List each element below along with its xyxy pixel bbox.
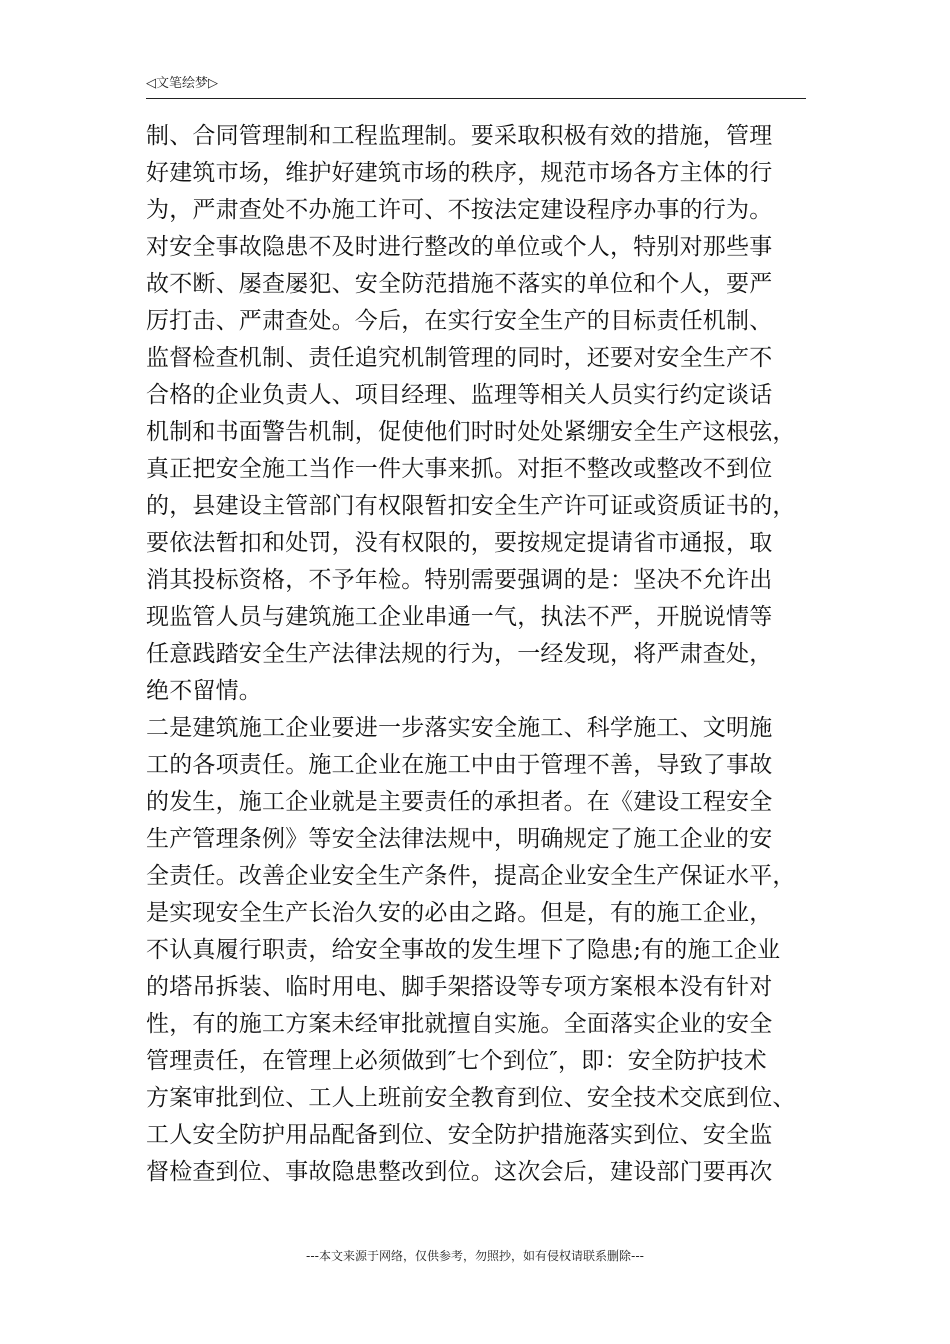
text-line: 绝不留情。 bbox=[146, 678, 262, 704]
page-header bbox=[146, 76, 806, 99]
text-line: 是实现安全生产长治久安的必由之路。但是，有的施工企业， bbox=[146, 900, 773, 926]
text-line: 全责任。改善企业安全生产条件，提高企业安全生产保证水平， bbox=[146, 863, 796, 889]
text-line: 方案审批到位、工人上班前安全教育到位、安全技术交底到位、 bbox=[146, 1085, 796, 1111]
text-line: 的，县建设主管部门有权限暂扣安全生产许可证或资质证书的， bbox=[146, 493, 796, 519]
page-footer: ---本文来源于网络，仅供参考，勿照抄，如有侵权请联系删除--- bbox=[306, 1249, 644, 1263]
text-line: 监督检查机制、责任追究机制管理的同时，还要对安全生产不 bbox=[146, 345, 773, 371]
text-line: 现监管人员与建筑施工企业串通一气，执法不严，开脱说情等 bbox=[146, 604, 773, 630]
text-line: 真正把安全施工当作一件大事来抓。对拒不整改或整改不到位 bbox=[146, 456, 773, 482]
text-line: 性，有的施工方案未经审批就擅自实施。全面落实企业的安全 bbox=[146, 1011, 773, 1037]
text-line: 工的各项责任。施工企业在施工中由于管理不善，导致了事故 bbox=[146, 752, 773, 778]
text-line: 故不断、屡查屡犯、安全防范措施不落实的单位和个人，要严 bbox=[146, 271, 773, 297]
text-line: 机制和书面警告机制，促使他们时时处处紧绷安全生产这根弦， bbox=[146, 419, 796, 445]
text-line: 为，严肃查处不办施工许可、不按法定建设程序办事的行为。 bbox=[146, 197, 773, 223]
text-line: 工人安全防护用品配备到位、安全防护措施落实到位、安全监 bbox=[146, 1122, 773, 1148]
text-line: 生产管理条例》等安全法律法规中，明确规定了施工企业的安 bbox=[146, 826, 773, 852]
text-line: 二是建筑施工企业要进一步落实安全施工、科学施工、文明施 bbox=[146, 715, 773, 741]
text-line: 要依法暂扣和处罚，没有权限的，要按规定提请省市通报，取 bbox=[146, 530, 773, 556]
text-line: 消其投标资格，不予年检。特别需要强调的是：坚决不允许出 bbox=[146, 567, 773, 593]
text-line: 的发生，施工企业就是主要责任的承担者。在《建设工程安全 bbox=[146, 789, 773, 815]
document-body bbox=[146, 118, 810, 1191]
text-line: 的塔吊拆装、临时用电、脚手架搭设等专项方案根本没有针对 bbox=[146, 974, 773, 1000]
text-line: 任意践踏安全生产法律法规的行为，一经发现，将严肃查处， bbox=[146, 641, 773, 667]
text-line: 不认真履行职责，给安全事故的发生埋下了隐患;有的施工企业 bbox=[146, 937, 781, 963]
text-line: 对安全事故隐患不及时进行整改的单位或个人，特别对那些事 bbox=[146, 234, 773, 260]
text-line: 合格的企业负责人、项目经理、监理等相关人员实行约定谈话 bbox=[146, 382, 773, 408]
header-title: ◁文笔绘梦▷ bbox=[146, 76, 218, 91]
text-line: 督检查到位、事故隐患整改到位。这次会后，建设部门要再次 bbox=[146, 1159, 773, 1185]
text-line: 好建筑市场，维护好建筑市场的秩序，规范市场各方主体的行 bbox=[146, 160, 773, 186]
text-line: 管理责任，在管理上必须做到″七个到位″，即：安全防护技术 bbox=[146, 1048, 767, 1074]
text-line: 制、合同管理制和工程监理制。要采取积极有效的措施，管理 bbox=[146, 123, 773, 149]
text-line: 厉打击、严肃查处。今后，在实行安全生产的目标责任机制、 bbox=[146, 308, 773, 334]
